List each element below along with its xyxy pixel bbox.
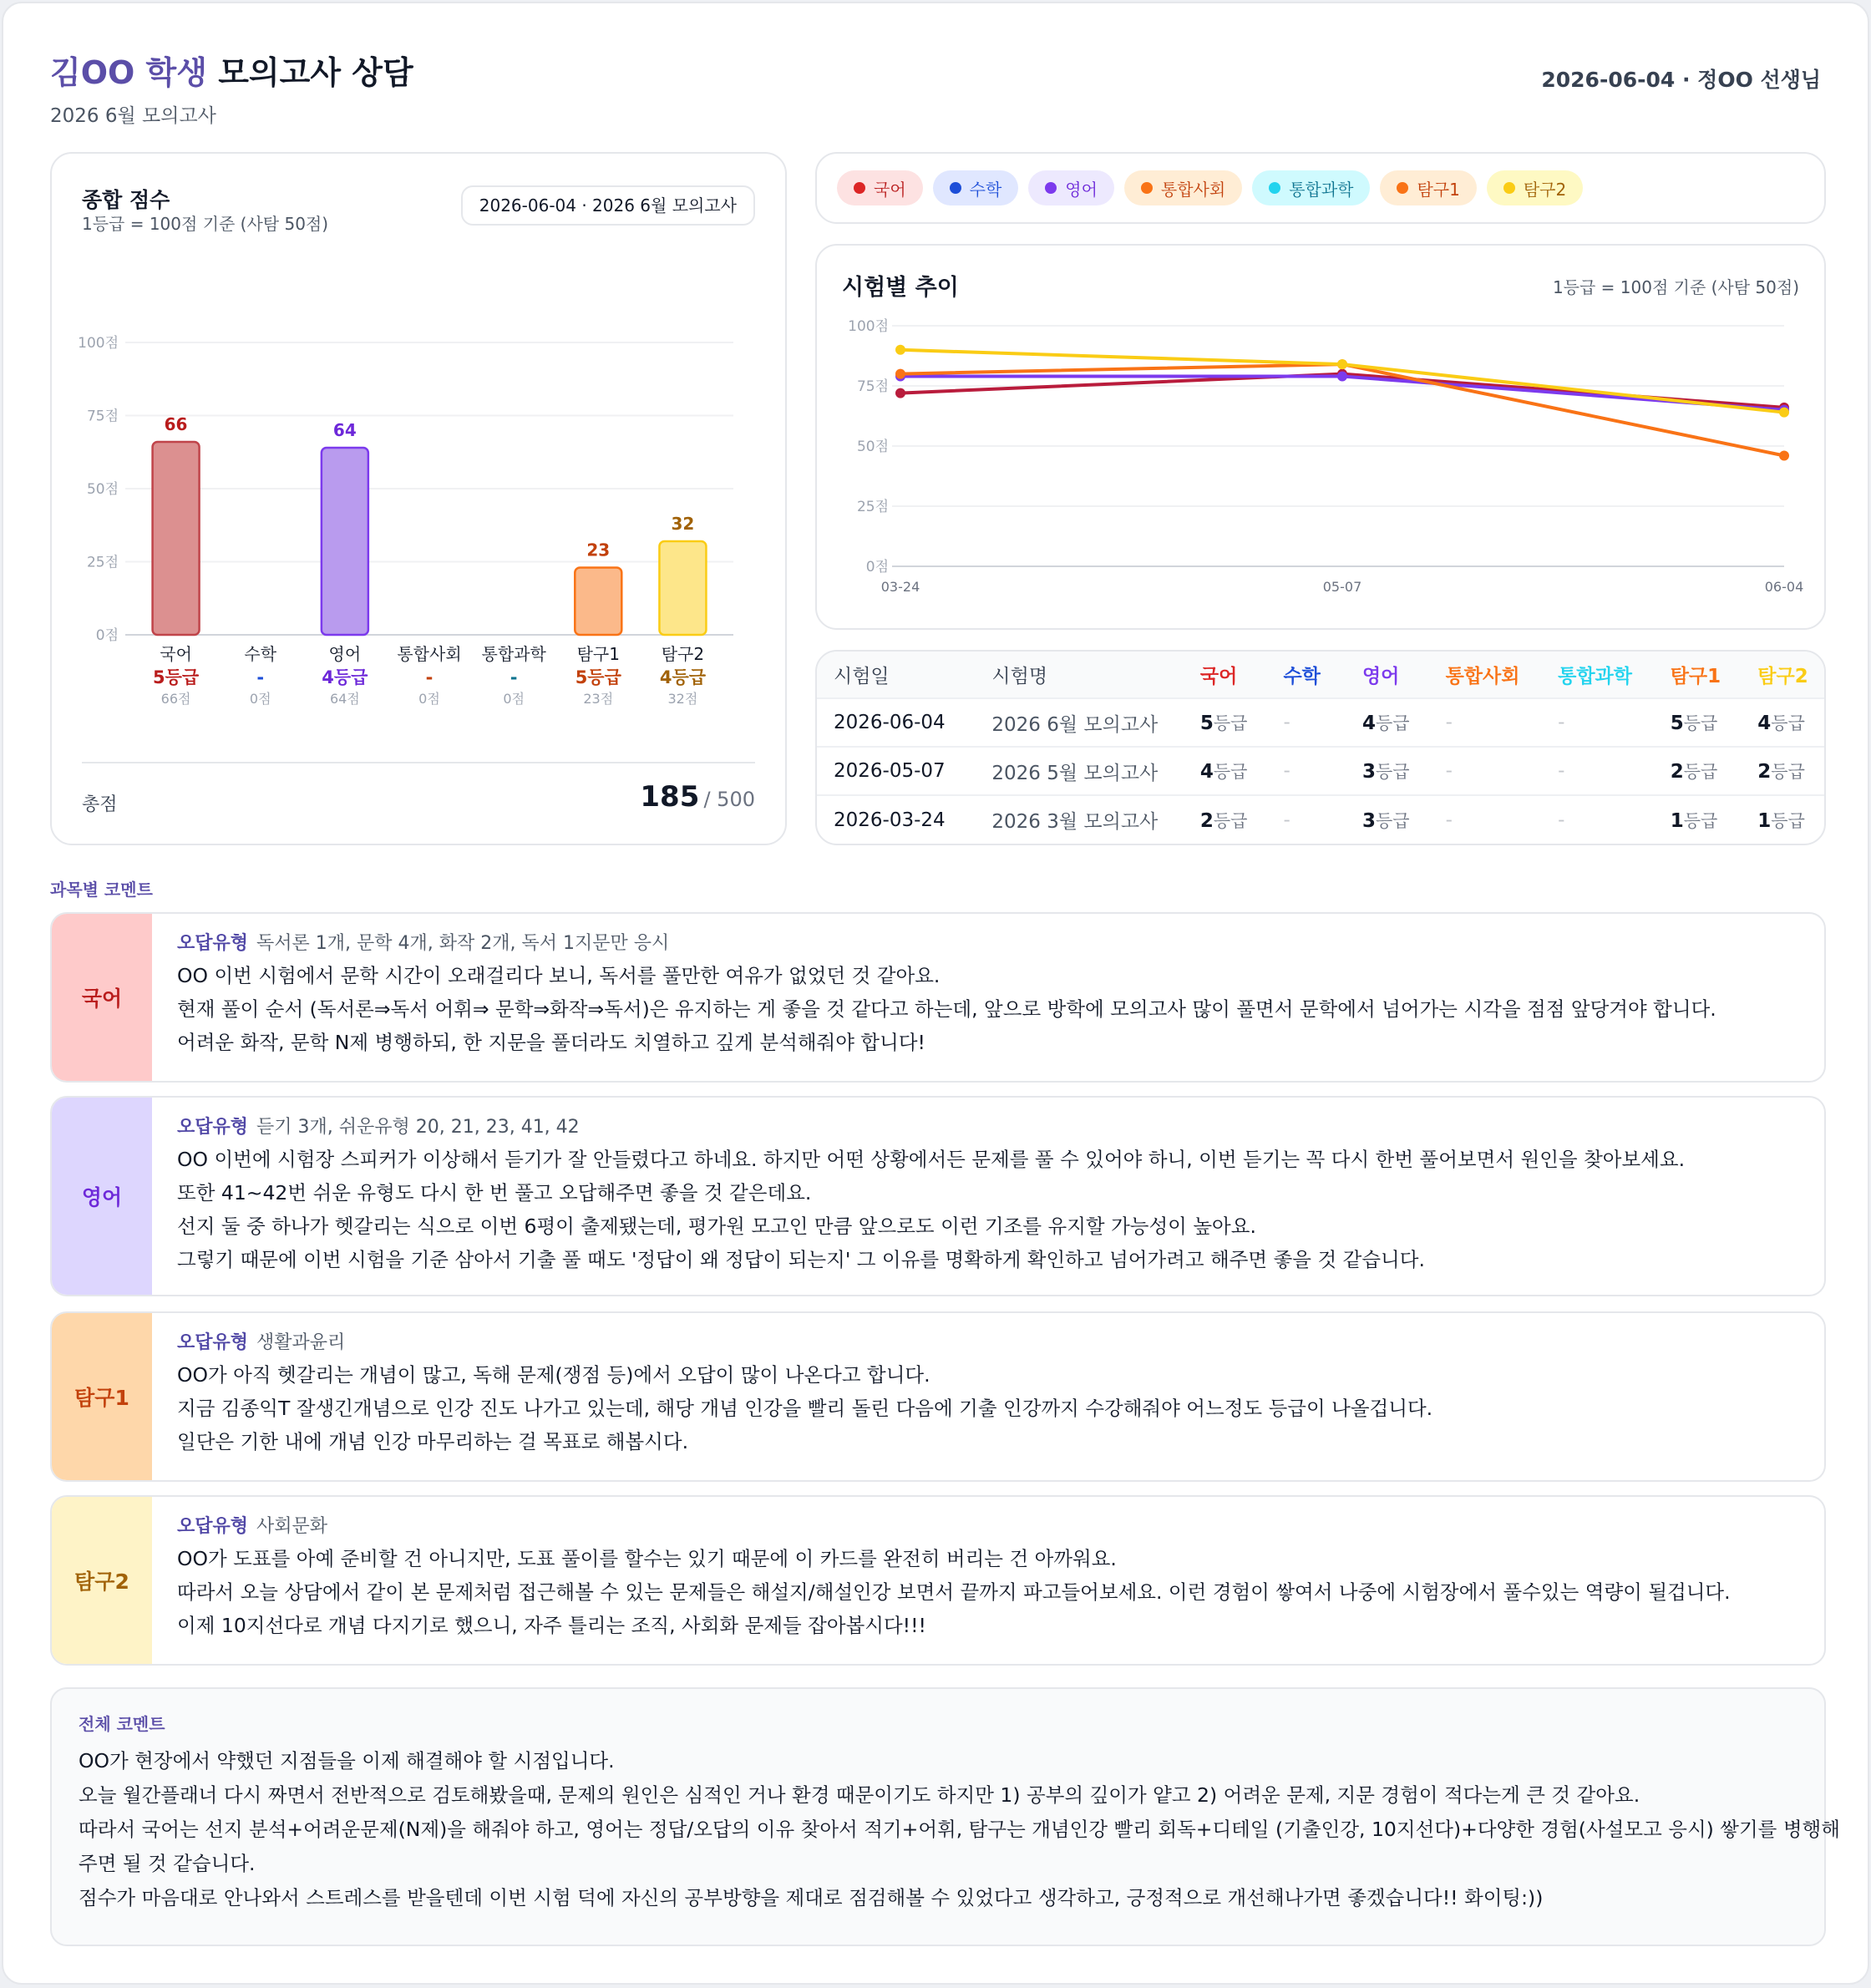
grade-cell [1184,698,1267,747]
wrong-type-label: 오답유형 [177,1332,249,1353]
score-label: 64점 [329,691,360,707]
y-tick-label: 0점 [95,627,119,644]
legend-label: 통합과학 [1289,179,1354,200]
legend-item [1028,170,1114,205]
student-name: 김OO 학생 [50,54,207,91]
grade-cell [1654,747,1742,795]
y-tick-label: 50점 [86,481,119,498]
wrong-type-value: 생활과윤리 [256,1332,346,1353]
wrong-type-value: 사회문화 [256,1516,328,1537]
grade-label: 5등급 [575,667,621,687]
table-row [817,698,1824,747]
score-subtitle: 1등급 = 100점 기준 (사탐 50점) [82,214,329,234]
series-point [1337,359,1347,369]
grade-unit: 등급 [1213,713,1248,733]
grade-cell-empty: - [1429,698,1542,747]
grade-cell [1741,698,1824,747]
grade-cell-empty: - [1266,747,1345,795]
grade-number: 2 [1199,809,1214,832]
legend-dot-icon [1397,182,1408,194]
comment-line: 어려운 화작, 문학 N제 병행하되, 한 지문을 풀더라도 치열하고 깊게 분석해줘야 합니다! [177,1031,925,1054]
score-label: 0점 [249,691,271,707]
series-point [895,345,905,355]
x-category-label: 통합과학 [481,644,546,664]
comment-body [177,1328,1799,1458]
wrong-type-value: 독서론 1개, 문학 4개, 화작 2개, 독서 1지문만 응시 [256,933,670,954]
grade-unit: 등급 [1375,713,1410,733]
comment-line: OO 이번 시험에서 문학 시간이 오래걸리다 보니, 독서를 풀만한 여유가 없었던 것 같아요. [177,964,941,987]
legend-dot-icon [1269,182,1280,194]
x-category-label: 국어 [160,644,192,664]
table-header-7: 탐구1 [1670,666,1721,687]
x-tick-label: 03-24 [880,579,920,595]
grade-number: 3 [1361,761,1376,783]
series-point [895,369,905,379]
comment-line: 이제 10지선다로 개념 다지기로 했으니, 자주 틀리는 조직, 사회화 문제들 잡아봅시다!!! [177,1614,926,1637]
subject-legend [815,152,1826,224]
total-max: / 500 [703,788,755,811]
comment-body [177,1113,1799,1276]
score-bar [322,448,368,635]
x-tick-label: 05-07 [1322,579,1362,595]
grade-cell-empty: - [1541,698,1654,747]
comment-subject-tag: 영어 [52,1098,152,1295]
comment-line: 그렇기 때문에 이번 시험을 기준 삼아서 기출 풀 때도 '정답이 왜 정답이 되는지' 그 이유를 명확하게 확인하고 넘어가려고 해주면 좋을 것 같습니다. [177,1248,1425,1271]
trend-note: 1등급 = 100점 기준 (사탐 50점) [1552,277,1799,297]
date-teacher: 2026-06-04 · 정OO 선생님 [1541,68,1821,92]
wrong-type-row [177,1113,1799,1143]
legend-row [837,170,1583,205]
series-point [1779,408,1789,418]
wrong-type-row [177,1328,1799,1358]
comments-section-label: 과목별 코멘트 [50,880,153,900]
table-header-3: 수학 [1283,666,1321,687]
comment-subject-tag: 탐구1 [52,1313,152,1480]
page-subtitle: 2026 6월 모의고사 [50,105,216,127]
legend-item [1124,170,1242,205]
wrong-type-row [177,929,1799,959]
grade-cell-empty: - [1541,747,1654,795]
grade-label: 5등급 [152,667,200,687]
comment-line: OO가 아직 헷갈리는 개념이 많고, 독해 문제(쟁점 등)에서 오답이 많이 나온다고 합니다. [177,1363,930,1387]
legend-item [837,170,923,205]
total-value: 185 [640,780,700,814]
grade-number: 4 [1757,713,1772,734]
grade-number: 2 [1670,761,1684,783]
grade-label: - [425,667,434,687]
overall-line: 점수가 마음대로 안나와서 스트레스를 받을텐데 이번 시험 덕에 자신의 공부방향을 제대로 점검해볼 수 있었다고 생각하고, 긍정적으로 개선해나가면 좋겠습니다!! 화이팅:)) [79,1886,1544,1909]
legend-dot-icon [1141,182,1153,194]
exam-table [817,652,1824,844]
total-score [640,780,755,814]
y-tick-label: 100점 [848,318,889,335]
comment-line: 일단은 기한 내에 개념 인강 마무리하는 걸 목표로 해봅시다. [177,1430,689,1453]
grade-label: - [256,667,265,687]
grade-number: 4 [1199,761,1214,783]
grade-label: 4등급 [322,667,368,687]
grade-cell [1741,747,1824,795]
y-tick-label: 75점 [856,378,889,395]
grade-cell [1346,698,1429,747]
score-bar [575,568,621,636]
y-tick-label: 25점 [86,554,119,571]
trend-title: 시험별 추이 [842,275,959,301]
title-rest: 모의고사 상담 [218,54,413,91]
score-bar [153,442,200,635]
bar-value-label: 23 [586,540,611,560]
grade-unit: 등급 [1375,762,1410,782]
comment-card-탐구1 [50,1311,1826,1482]
grade-number: 5 [1670,713,1684,734]
exam-name-cell: 2026 6월 모의고사 [975,698,1183,747]
table-header-5: 통합사회 [1445,666,1520,687]
table-header-0: 시험일 [834,666,890,687]
exam-date-cell: 2026-03-24 [817,795,975,844]
table-header-4: 영어 [1361,666,1400,687]
grade-cell [1654,795,1742,844]
wrong-type-row [177,1512,1799,1542]
comment-card-탐구2 [50,1495,1826,1666]
table-header-row [817,652,1824,698]
grade-unit: 등급 [1771,810,1805,831]
legend-label: 국어 [874,179,906,200]
exam-name-cell: 2026 5월 모의고사 [975,747,1183,795]
comment-body [177,1512,1799,1642]
wrong-type-label: 오답유형 [177,1516,249,1537]
trend-line-chart [817,246,1826,630]
comment-subject-tag: 탐구2 [52,1497,152,1664]
score-label: 0점 [503,691,525,707]
grade-cell [1346,795,1429,844]
overall-line: 주면 될 것 같습니다. [79,1852,256,1875]
bar-value-label: 66 [164,414,188,434]
wrong-type-label: 오답유형 [177,933,249,954]
grade-cell-empty: - [1429,795,1542,844]
grade-number: 2 [1757,761,1772,783]
grade-cell-empty: - [1429,747,1542,795]
table-row [817,795,1824,844]
comment-line: OO 이번에 시험장 스피커가 이상해서 듣기가 잘 안들렸다고 하네요. 하지만 어떤 상황에서든 문제를 풀 수 있어야 하니, 이번 듣기는 꼭 다시 한번 풀어보면서 원인을 찾아보세요. [177,1148,1686,1171]
score-label: 66점 [160,691,191,707]
report-page [2,2,1869,1985]
series-line-영어 [900,376,1784,409]
grade-number: 1 [1670,809,1684,832]
legend-dot-icon [854,182,865,194]
overall-line: 오늘 월간플래너 다시 짜면서 전반적으로 검토해봤을때, 문제의 원인은 심적인 거나 환경 때문이기도 하지만 1) 공부의 깊이가 얕고 2) 어려운 문제, 지문 경험이 적다는게 큰 것 같아요. [79,1783,1640,1807]
grade-unit: 등급 [1771,762,1805,782]
series-point [1779,451,1789,461]
legend-item [1487,170,1583,205]
score-label: 23점 [583,691,614,707]
x-category-label: 수학 [244,644,277,664]
grade-cell [1654,698,1742,747]
exam-date-cell: 2026-06-04 [817,698,975,747]
grade-number: 3 [1361,809,1376,832]
comment-subject-tag: 국어 [52,914,152,1081]
grade-number: 4 [1361,713,1376,734]
legend-dot-icon [1503,182,1515,194]
comment-line: 또한 41~42번 쉬운 유형도 다시 한 번 풀고 오답해주면 좋을 것 같은데요. [177,1181,812,1204]
y-tick-label: 100점 [78,335,119,352]
comment-line: OO가 도표를 아예 준비할 건 아니지만, 도표 풀이를 할수는 있기 때문에 이 카드를 완전히 버리는 건 아까워요. [177,1547,1117,1570]
comment-card-국어 [50,912,1826,1083]
total-label: 총점 [82,794,118,815]
series-point [1337,371,1347,381]
grade-cell-empty: - [1266,795,1345,844]
table-header-1: 시험명 [991,666,1048,687]
bar-value-label: 32 [671,514,695,534]
y-tick-label: 50점 [856,439,889,455]
table-header-2: 국어 [1199,666,1238,687]
grade-unit: 등급 [1375,810,1410,831]
score-card [50,152,787,845]
wrong-type-label: 오답유형 [177,1117,249,1138]
grade-cell-empty: - [1541,795,1654,844]
total-divider [82,762,755,763]
comment-line: 따라서 오늘 상담에서 같이 본 문제처럼 접근해볼 수 있는 문제들은 해설지/해설인강 보면서 끝까지 파고들어보세요. 이런 경험이 쌓여서 나중에 시험장에서 풀수있는 역량이 될겁니다. [177,1580,1731,1604]
grade-unit: 등급 [1213,762,1248,782]
overall-comment [50,1687,1840,1946]
legend-dot-icon [950,182,961,194]
grade-label: - [510,667,518,687]
legend-label: 탐구1 [1417,179,1460,200]
grade-label: 4등급 [659,667,707,687]
exam-date-cell: 2026-05-07 [817,747,975,795]
bar-value-label: 64 [332,420,357,440]
comment-line: 현재 풀이 순서 (독서론⇒독서 어휘⇒ 문학⇒화작⇒독서)은 유지하는 게 좋을 것 같다고 하는데, 앞으로 방학에 모의고사 많이 풀면서 문학에서 넘어가는 시각을 점점 앞당겨야 합니다. [177,997,1716,1021]
grade-unit: 등급 [1771,713,1805,733]
legend-item [1252,170,1370,205]
grade-cell-empty: - [1266,698,1345,747]
grade-cell [1184,795,1267,844]
overall-title: 전체 코멘트 [79,1714,165,1734]
score-label: 0점 [418,691,440,707]
legend-label: 영어 [1065,179,1098,200]
y-tick-label: 25점 [856,499,889,515]
exam-name-cell: 2026 3월 모의고사 [975,795,1183,844]
score-label: 32점 [667,691,698,707]
legend-label: 통합사회 [1160,179,1226,200]
table-row [817,747,1824,795]
comment-body [177,929,1799,1059]
x-category-label: 통합사회 [397,644,462,664]
x-category-label: 탐구1 [576,644,620,664]
score-bar-chart [52,262,787,747]
grade-number: 5 [1199,713,1214,734]
legend-label: 탐구2 [1523,179,1567,200]
grade-unit: 등급 [1213,810,1248,831]
overall-line: 따라서 국어는 선지 분석+어려운문제(N제)을 해줘야 하고, 영어는 정답/오답의 이유 찾아서 적기+어휘, 탐구는 개념인강 빨리 회독+디테일 (기출인강, 10지선다)+다양한 경험(사설모고 응시) 쌓기를 병행해 [79,1818,1840,1841]
y-tick-label: 0점 [865,559,889,576]
exam-table-card [815,650,1826,845]
overall-line: OO가 현장에서 약했던 지점들을 이제 해결해야 할 시점입니다. [79,1749,615,1772]
comment-card-영어 [50,1096,1826,1296]
score-bar [659,541,706,635]
trend-card [815,244,1826,630]
legend-item [933,170,1019,205]
y-tick-label: 75점 [86,408,119,425]
grade-cell [1346,747,1429,795]
exam-pill: 2026-06-04 · 2026 6월 모의고사 [461,185,755,226]
legend-label: 수학 [969,179,1002,200]
grade-unit: 등급 [1683,762,1718,782]
page-title [50,47,413,93]
grade-cell [1184,747,1267,795]
legend-item [1380,170,1476,205]
comment-line: 선지 둘 중 하나가 헷갈리는 식으로 이번 6평이 출제됐는데, 평가원 모고인 만큼 앞으로도 이런 기조를 유지할 가능성이 높아요. [177,1215,1256,1238]
table-header-8: 탐구2 [1757,666,1808,687]
grade-unit: 등급 [1683,713,1718,733]
x-category-label: 탐구2 [661,644,705,664]
legend-dot-icon [1045,182,1057,194]
grade-number: 1 [1757,809,1772,832]
score-title: 종합 점수 [82,188,170,212]
grade-unit: 등급 [1683,810,1718,831]
x-category-label: 영어 [328,644,362,664]
series-point [895,388,905,398]
x-tick-label: 06-04 [1764,579,1804,595]
comment-line: 지금 김종익T 잘생긴개념으로 인강 진도 나가고 있는데, 해당 개념 인강을 빨리 돌린 다음에 기출 인강까지 수강해줘야 어느정도 등급이 나올겁니다. [177,1397,1433,1420]
grade-cell [1741,795,1824,844]
wrong-type-value: 듣기 3개, 쉬운유형 20, 21, 23, 41, 42 [256,1117,580,1138]
table-header-6: 통합과학 [1558,666,1632,687]
